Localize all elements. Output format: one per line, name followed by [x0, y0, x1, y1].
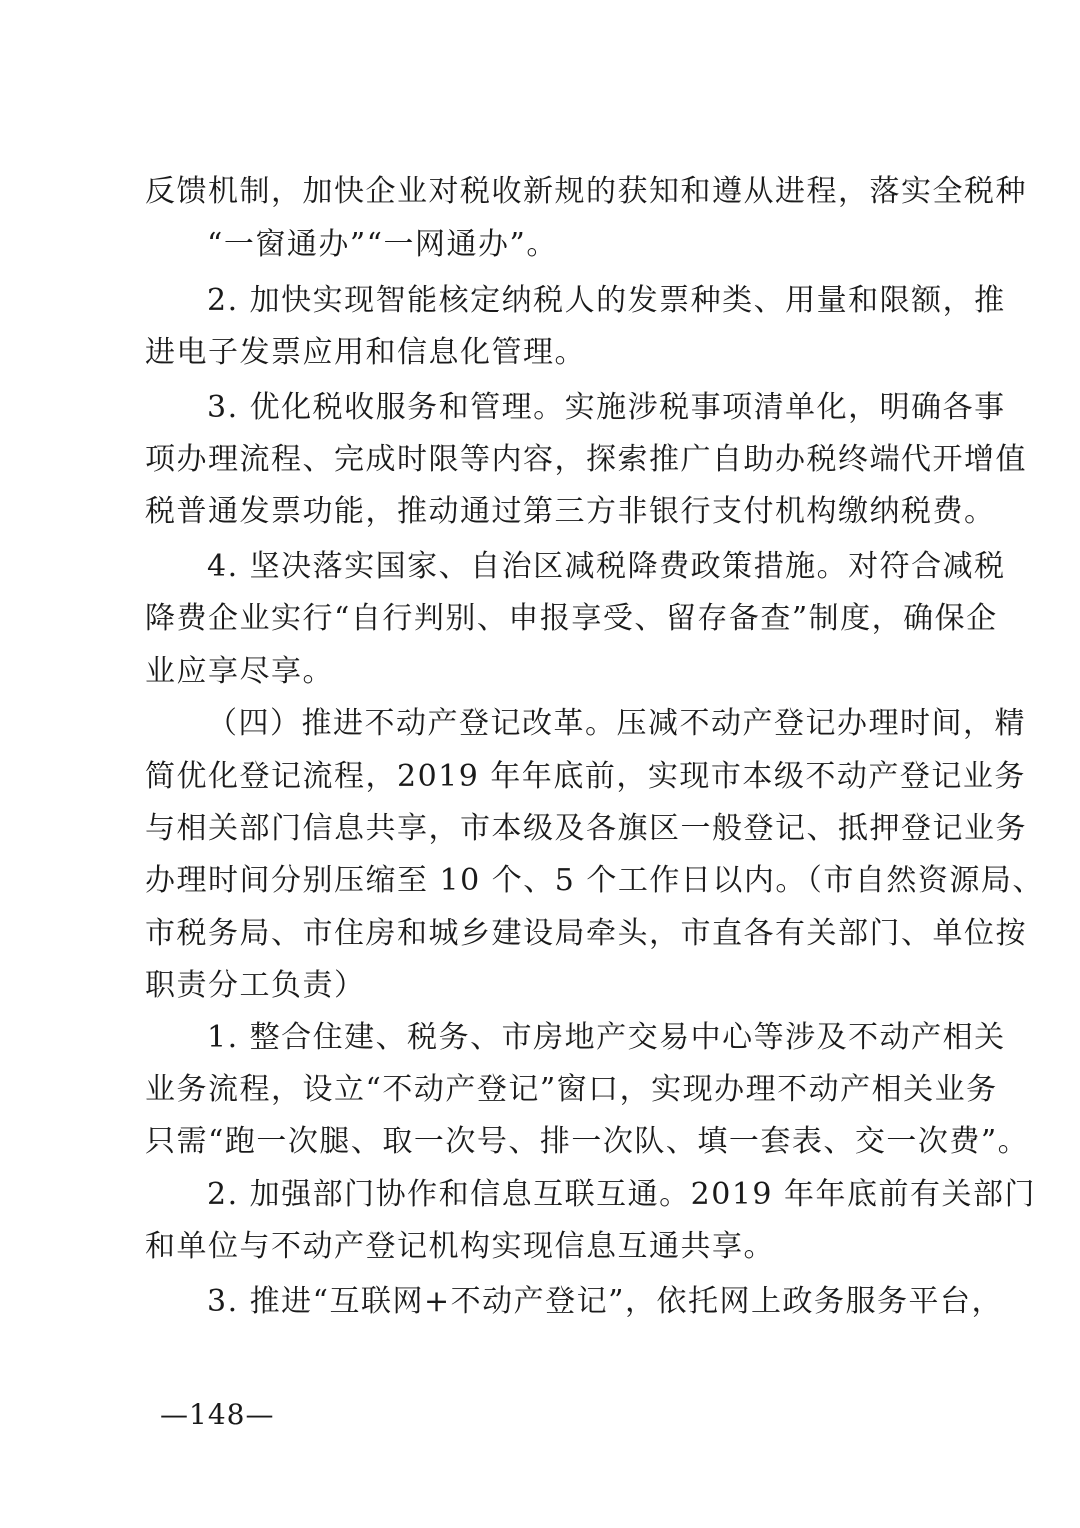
text-line: 业务流程，设立“不动产登记”窗口，实现办理不动产相关业务: [145, 1072, 998, 1107]
text-line: 4. 坚决落实国家、自治区减税降费政策措施。对符合减税: [207, 549, 1006, 584]
text-line: 3. 推进“互联网+不动产登记”，依托网上政务服务平台，: [207, 1284, 1003, 1319]
text-line: 项办理流程、完成时限等内容，探索推广自助办税终端代开增值: [145, 442, 1027, 477]
text-line: 降费企业实行“自行判别、申报享受、留存备查”制度，确保企: [145, 601, 998, 636]
text-line: 简优化登记流程，2019 年年底前，实现市本级不动产登记业务: [145, 759, 1026, 794]
text-line: 只需“跑一次腿、取一次号、排一次队、填一套表、交一次费”。: [145, 1124, 1030, 1159]
text-line: 市税务局、市住房和城乡建设局牵头，市直各有关部门、单位按: [145, 916, 1027, 951]
text-line: 2. 加强部门协作和信息互联互通。2019 年年底前有关部门: [207, 1177, 1037, 1212]
text-line: “一窗通办”“一网通办”。: [207, 227, 558, 262]
text-line: 1. 整合住建、税务、市房地产交易中心等涉及不动产相关: [207, 1020, 1006, 1055]
text-line: 税普通发票功能，推动通过第三方非银行支付机构缴纳税费。: [145, 494, 996, 529]
text-line: 2. 加快实现智能核定纳税人的发票种类、用量和限额，推: [207, 283, 1006, 318]
text-line: （四）推进不动产登记改革。压减不动产登记办理时间，精: [207, 706, 1026, 741]
text-line: 业应享尽享。: [145, 654, 334, 689]
text-line: 办理时间分别压缩至 10 个、5 个工作日以内。（市自然资源局、: [145, 863, 1044, 898]
text-line: 进电子发票应用和信息化管理。: [145, 335, 586, 370]
text-line: 反馈机制，加快企业对税收新规的获知和遵从进程，落实全税种: [145, 174, 1027, 209]
text-line: 职责分工负责）: [145, 968, 366, 1003]
text-line: 和单位与不动产登记机构实现信息互通共享。: [145, 1229, 775, 1264]
page-number: —148—: [160, 1398, 275, 1431]
text-line: 3. 优化税收服务和管理。实施涉税事项清单化，明确各事: [207, 390, 1006, 425]
text-line: 与相关部门信息共享，市本级及各旗区一般登记、抵押登记业务: [145, 811, 1027, 846]
